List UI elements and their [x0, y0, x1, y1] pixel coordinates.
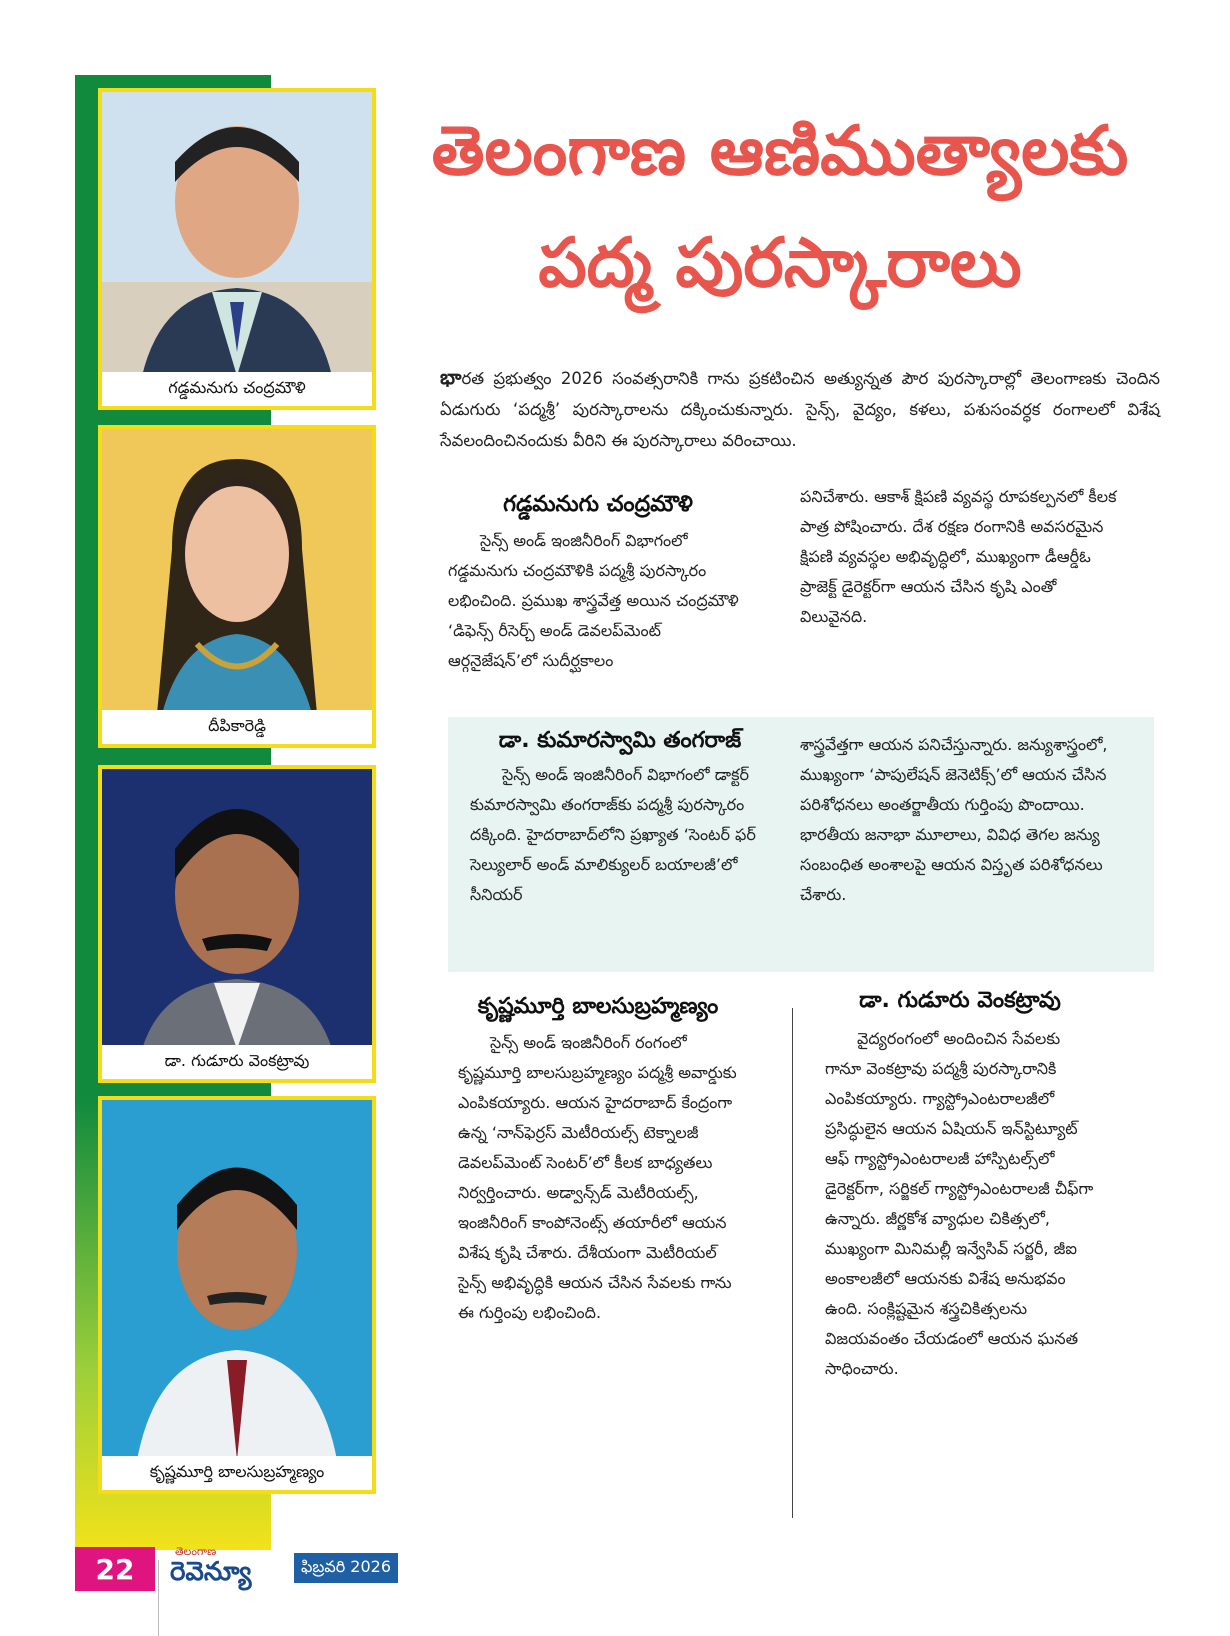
section-balasubrahmanyam — [458, 990, 738, 1328]
section-text: సైన్స్ అండ్ ఇంజినీరింగ్ విభాగంలో డాక్టర్ కుమారస్వామి తంగరాజ్‌కు పద్మశ్రీ పురస్కారం దక్కింది. హైదరాబాద్‌లోని ప్రఖ్యాత ‘సెంటర్ ఫర్ సెల్యులార్ అండ్ మాలిక్యులర్ బయాలజీ’లో సీనియర్ — [470, 765, 756, 904]
section-text: శాస్త్రవేత్తగా ఆయన పనిచేస్తున్నారు. జన్యుశాస్త్రంలో, ముఖ్యంగా ‘పాపులేషన్ జెనెటిక్స్’లో ఆయన చేసిన పరిశోధనలు అంతర్జాతీయ గుర్తింపు పొందాయి. భారతీయ జనాభా మూలాలు, వివిధ తెగల జన్యు సంబంధిత అంశాలపై ఆయన విస్తృత పరిశోధనలు చేశారు. — [800, 735, 1108, 904]
intro-drop-letters: భా — [440, 365, 462, 389]
section-heading: కృష్ణమూర్తి బాలసుబ్రహ్మణ్యం — [477, 994, 719, 1019]
column-divider — [792, 1008, 793, 1518]
section-text: సైన్స్ అండ్ ఇంజినీరింగ్ రంగంలో కృష్ణమూర్తి బాలసుబ్రహ్మణ్యం పద్మశ్రీ అవార్డుకు ఎంపికయ్యారు. ఆయన హైదరాబాద్ కేంద్రంగా ఉన్న ‘నాన్‌ఫెర్రస్ మెటీరియల్స్ టెక్నాలజీ డెవలప్‌మెంట్ సెంటర్’లో కీలక బాధ్యతలు నిర్వర్తించారు. అడ్వాన్స్‌డ్ మెటీరియల్స్, ఇంజినీరింగ్ కాంపోనెంట్స్ తయారీలో ఆయన విశేష కృషి చేశారు. దేశీయంగా మెటీరియల్ సైన్స్ అభివృద్ధికి ఆయన చేసిన సేవలకు గాను ఈ గుర్తింపు లభించింది. — [458, 1033, 737, 1322]
magazine-brand-small: తెలంగాణ — [175, 1545, 217, 1558]
footer-divider — [158, 1560, 159, 1636]
portrait-photo — [102, 769, 372, 1049]
magazine-brand: రెవెన్యూ — [170, 1557, 252, 1587]
section-text: సైన్స్ అండ్ ఇంజినీరింగ్ విభాగంలో గడ్డమనుగు చంద్రమౌళికి పద్మశ్రీ పురస్కారం లభించింది. ప్రముఖ శాస్త్రవేత్త అయిన చంద్రమౌళి ‘డిఫెన్స్ రీసెర్చ్ అండ్ డెవలప్‌మెంట్ ఆర్గనైజేషన్’లో సుదీర్ఘకాలం — [448, 531, 739, 670]
section-thangaraj-right — [800, 730, 1130, 910]
photo-card-venkatrao — [98, 765, 376, 1083]
section-venkatrao — [825, 986, 1095, 1384]
photo-caption: డా. గుడూరు వెంకట్రావు — [102, 1045, 372, 1079]
section-text: పనిచేశారు. ఆకాశ్ క్షిపణి వ్యవస్థ రూపకల్పనలో కీలక పాత్ర పోషించారు. దేశ రక్షణ రంగానికి అవసరమైన క్షిపణి వ్యవస్థల అభివృద్ధిలో, ముఖ్యంగా డీఆర్డీఓ ప్రాజెక్ట్ డైరెక్టర్‌గా ఆయన చేసిన కృషి ఎంతో విలువైనది. — [800, 487, 1117, 626]
photo-caption: గడ్డమనుగు చంద్రమౌళి — [102, 372, 372, 406]
page-number: 22 — [75, 1547, 155, 1591]
intro-paragraph — [440, 362, 1160, 456]
intro-text: రత ప్రభుత్వం 2026 సంవత్సరానికి గాను ప్రకటించిన అత్యున్నత పౌర పురస్కారాల్లో తెలంగాణకు చెందిన ఏడుగురు ‘పద్మశ్రీ’ పురస్కారాలను దక్కించుకున్నారు. సైన్స్, వైద్యం, కళలు, పశుసంవర్ధక రంగాలలో విశేష సేవలందించినందుకు వీరిని ఈ పురస్కారాలు వరించాయి. — [440, 369, 1160, 450]
section-text: వైద్యరంగంలో అందించిన సేవలకు గానూ వెంకట్రావు పద్మశ్రీ పురస్కారానికి ఎంపికయ్యారు. గ్యాస్ట్రోఎంటరాలజీలో ప్రసిద్ధులైన ఆయన ఏషియన్ ఇన్‌స్టిట్యూట్ ఆఫ్ గ్యాస్ట్రోఎంటరాలజీ హాస్పిటల్స్‌లో డైరెక్టర్‌గా, సర్జికల్ గ్యాస్ట్రోఎంటరాలజీ చీఫ్‌గా ఉన్నారు. జీర్ణకోశ వ్యాధుల చికిత్సలో, ముఖ్యంగా మినిమల్లీ ఇన్వేసివ్ సర్జరీ, జీఐ అంకాలజీలో ఆయనకు విశేష అనుభవం ఉంది. సంక్లిష్టమైన శస్త్రచికిత్సలను విజయవంతం చేయడంలో ఆయన ఘనత సాధించారు. — [825, 1029, 1094, 1378]
portrait-photo — [102, 92, 372, 376]
photo-card-chandramouli — [98, 88, 376, 410]
issue-date: ఫిబ్రవరి 2026 — [294, 1553, 398, 1583]
section-chandramouli-right — [800, 482, 1120, 632]
section-chandramouli-left — [448, 490, 748, 676]
photo-caption: దీపికారెడ్డి — [102, 710, 372, 744]
section-heading: గడ్డమనుగు చంద్రమౌళి — [503, 492, 693, 517]
section-thangaraj-left — [470, 726, 770, 910]
page-title-line2: పద్మ పురస్కారాలు — [538, 224, 1022, 303]
section-heading: డా. గుడూరు వెంకట్రావు — [859, 988, 1061, 1013]
portrait-photo — [102, 429, 372, 714]
section-heading: డా. కుమారస్వామి తంగరాజ్ — [498, 728, 742, 753]
page-title-line1: తెలంగాణ ఆణిముత్యాలకు — [431, 112, 1129, 191]
photo-caption: కృష్ణమూర్తి బాలసుబ్రహ్మణ్యం — [102, 1456, 372, 1490]
portrait-photo — [102, 1100, 372, 1460]
photo-card-balasubrahmanyam — [98, 1096, 376, 1494]
photo-card-deepika — [98, 425, 376, 748]
